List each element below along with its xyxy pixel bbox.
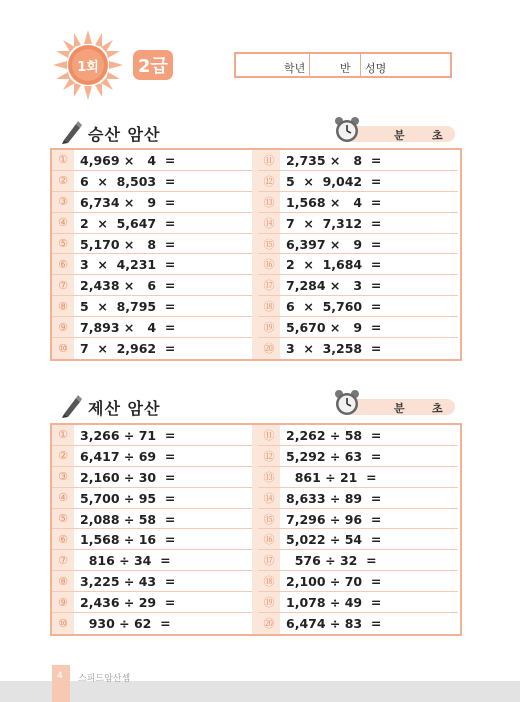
problem-expression: 6,734 × 9 = bbox=[80, 194, 176, 210]
problem-row bbox=[52, 317, 252, 338]
problem-number: ⑫ bbox=[258, 446, 280, 466]
alarm-clock-icon bbox=[333, 389, 361, 417]
problem-expression: 6,397 × 9 = bbox=[286, 236, 382, 252]
problem-row bbox=[52, 192, 252, 213]
problem-expression: 5,700 ÷ 95 = bbox=[80, 490, 176, 506]
problem-row bbox=[258, 488, 458, 509]
problem-expression: 3 × 3,258 = bbox=[286, 341, 382, 357]
problem-row bbox=[258, 571, 458, 592]
problem-expression: 2 × 5,647 = bbox=[80, 215, 176, 231]
problem-number: ⑲ bbox=[258, 317, 280, 337]
problem-expression: 8,633 ÷ 89 = bbox=[286, 490, 382, 506]
problem-number: ⑥ bbox=[52, 529, 74, 549]
problem-number: ② bbox=[52, 171, 74, 191]
problem-number: ⑬ bbox=[258, 192, 280, 212]
problem-row bbox=[258, 613, 458, 634]
problem-row bbox=[258, 296, 458, 317]
problem-number: ③ bbox=[52, 467, 74, 487]
problem-number: ⑪ bbox=[258, 150, 280, 170]
problem-number: ⑲ bbox=[258, 592, 280, 612]
problem-number: ⑭ bbox=[258, 488, 280, 508]
problem-row bbox=[258, 446, 458, 467]
problem-row bbox=[258, 150, 458, 171]
alarm-clock-icon bbox=[333, 116, 361, 144]
problem-row bbox=[52, 213, 252, 234]
problem-expression: 4,969 × 4 = bbox=[80, 153, 176, 168]
problem-row bbox=[52, 467, 252, 488]
problem-expression: 5 × 9,042 = bbox=[286, 173, 382, 189]
problem-number: ⑦ bbox=[52, 550, 74, 570]
multiplication-table bbox=[50, 148, 462, 361]
problem-expression: 2,438 × 6 = bbox=[80, 278, 176, 294]
problem-expression: 3,225 ÷ 43 = bbox=[80, 574, 176, 590]
problem-number: ⑥ bbox=[52, 254, 74, 274]
student-info-box bbox=[234, 52, 452, 78]
multiplication-right-column bbox=[258, 150, 458, 359]
problem-number: ① bbox=[52, 150, 74, 170]
problem-expression: 2,735 × 8 = bbox=[286, 153, 382, 168]
problem-row bbox=[52, 592, 252, 613]
problem-row bbox=[258, 213, 458, 234]
problem-expression: 5,170 × 8 = bbox=[80, 236, 176, 252]
multiplication-title: 승산 암산 bbox=[88, 125, 161, 144]
problem-expression: 5,670 × 9 = bbox=[286, 320, 382, 336]
problem-row bbox=[258, 234, 458, 255]
problem-number: ⑮ bbox=[258, 234, 280, 254]
problem-row bbox=[258, 509, 458, 530]
problem-expression: 7 × 2,962 = bbox=[80, 341, 176, 357]
problem-number: ⑧ bbox=[52, 296, 74, 316]
problem-number: ⑱ bbox=[258, 571, 280, 591]
problem-expression: 2,160 ÷ 30 = bbox=[80, 469, 176, 485]
name-field-label: 성명 bbox=[365, 62, 387, 75]
problem-number: ⑪ bbox=[258, 425, 280, 445]
problem-expression: 2 × 1,684 = bbox=[286, 257, 382, 273]
division-left-column bbox=[52, 425, 252, 634]
problem-row bbox=[258, 338, 458, 359]
problem-expression: 930 ÷ 62 = bbox=[80, 616, 171, 632]
problem-number: ⑤ bbox=[52, 509, 74, 529]
problem-expression: 6,474 ÷ 83 = bbox=[286, 616, 382, 632]
problem-expression: 1,078 ÷ 49 = bbox=[286, 595, 382, 611]
problem-row bbox=[258, 550, 458, 571]
pencil-icon bbox=[60, 120, 82, 144]
problem-number: ⑨ bbox=[52, 317, 74, 337]
problem-number: ⑩ bbox=[52, 338, 74, 359]
problem-expression: 7,893 × 4 = bbox=[80, 320, 176, 336]
problem-expression: 576 ÷ 32 = bbox=[286, 553, 377, 569]
problem-expression: 7 × 7,312 = bbox=[286, 215, 382, 231]
problem-number: ⑫ bbox=[258, 171, 280, 191]
problem-row bbox=[52, 613, 252, 634]
problem-number: ④ bbox=[52, 213, 74, 233]
multiplication-left-column bbox=[52, 150, 252, 359]
problem-number: ⑭ bbox=[258, 213, 280, 233]
problem-expression: 861 ÷ 21 = bbox=[286, 469, 377, 485]
problem-row bbox=[52, 446, 252, 467]
problem-number: ⑤ bbox=[52, 234, 74, 254]
division-right-column bbox=[258, 425, 458, 634]
session-label: 1회 bbox=[77, 60, 99, 75]
minutes-label: 분 bbox=[394, 402, 405, 415]
problem-expression: 2,262 ÷ 58 = bbox=[286, 428, 382, 443]
page-number: 4 bbox=[57, 671, 63, 681]
problem-number: ⑮ bbox=[258, 509, 280, 529]
seconds-label: 초 bbox=[432, 129, 443, 142]
problem-expression: 7,296 ÷ 96 = bbox=[286, 511, 382, 527]
problem-expression: 3,266 ÷ 71 = bbox=[80, 428, 176, 443]
problem-row bbox=[52, 529, 252, 550]
problem-number: ⑯ bbox=[258, 254, 280, 274]
book-title: 스피드암산셈 bbox=[78, 674, 131, 684]
problem-number: ③ bbox=[52, 192, 74, 212]
problem-row bbox=[52, 550, 252, 571]
class-field-label: 반 bbox=[340, 62, 351, 75]
problem-number: ② bbox=[52, 446, 74, 466]
problem-row bbox=[258, 171, 458, 192]
problem-expression: 2,100 ÷ 70 = bbox=[286, 574, 382, 590]
problem-row bbox=[258, 592, 458, 613]
pencil-icon bbox=[60, 394, 82, 418]
problem-number: ⑱ bbox=[258, 296, 280, 316]
problem-number: ⑨ bbox=[52, 592, 74, 612]
problem-expression: 3 × 4,231 = bbox=[80, 257, 176, 273]
problem-number: ⑳ bbox=[258, 338, 280, 359]
problem-expression: 5,292 ÷ 63 = bbox=[286, 448, 382, 464]
problem-expression: 6 × 5,760 = bbox=[286, 299, 382, 315]
problem-number: ⑯ bbox=[258, 529, 280, 549]
footer-bar bbox=[0, 681, 520, 702]
problem-row bbox=[258, 425, 458, 446]
problem-row bbox=[52, 296, 252, 317]
problem-row bbox=[52, 171, 252, 192]
divider bbox=[360, 54, 361, 76]
problem-number: ⑦ bbox=[52, 275, 74, 295]
divider bbox=[309, 54, 310, 76]
problem-number: ⑳ bbox=[258, 613, 280, 634]
problem-expression: 1,568 × 4 = bbox=[286, 194, 382, 210]
problem-row bbox=[258, 467, 458, 488]
problem-row bbox=[52, 254, 252, 275]
problem-expression: 5,022 ÷ 54 = bbox=[286, 532, 382, 548]
division-table bbox=[50, 423, 462, 636]
problem-row bbox=[52, 150, 252, 171]
problem-expression: 5 × 8,795 = bbox=[80, 299, 176, 315]
problem-number: ⑰ bbox=[258, 275, 280, 295]
problem-number: ⑧ bbox=[52, 571, 74, 591]
problem-expression: 2,088 ÷ 58 = bbox=[80, 511, 176, 527]
problem-row bbox=[52, 488, 252, 509]
minutes-label: 분 bbox=[394, 129, 405, 142]
seconds-label: 초 bbox=[432, 402, 443, 415]
problem-expression: 6 × 8,503 = bbox=[80, 173, 176, 189]
division-title: 제산 암산 bbox=[88, 399, 161, 418]
problem-number: ④ bbox=[52, 488, 74, 508]
problem-row bbox=[52, 571, 252, 592]
problem-expression: 7,284 × 3 = bbox=[286, 278, 382, 294]
problem-row bbox=[258, 192, 458, 213]
grade-badge: 2급 bbox=[133, 50, 173, 80]
problem-number: ① bbox=[52, 425, 74, 445]
problem-row bbox=[52, 425, 252, 446]
problem-number: ⑰ bbox=[258, 550, 280, 570]
problem-expression: 816 ÷ 34 = bbox=[80, 553, 171, 569]
problem-number: ⑬ bbox=[258, 467, 280, 487]
problem-row bbox=[52, 275, 252, 296]
grade-field-label: 학년 bbox=[284, 62, 306, 75]
problem-expression: 6,417 ÷ 69 = bbox=[80, 448, 176, 464]
problem-row bbox=[52, 338, 252, 359]
problem-row bbox=[258, 317, 458, 338]
problem-row bbox=[258, 254, 458, 275]
problem-row bbox=[52, 509, 252, 530]
problem-row bbox=[52, 234, 252, 255]
problem-row bbox=[258, 529, 458, 550]
problem-number: ⑩ bbox=[52, 613, 74, 634]
problem-expression: 1,568 ÷ 16 = bbox=[80, 532, 176, 548]
problem-row bbox=[258, 275, 458, 296]
problem-expression: 2,436 ÷ 29 = bbox=[80, 595, 176, 611]
